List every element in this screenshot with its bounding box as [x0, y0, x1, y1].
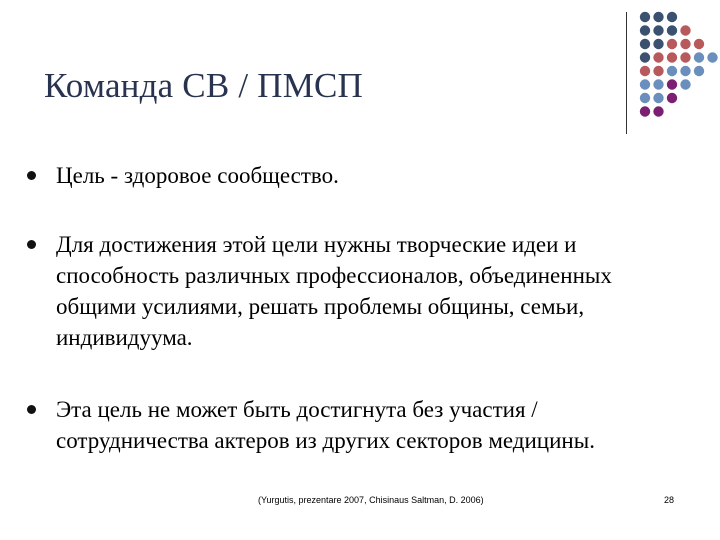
decorative-dot	[653, 66, 663, 76]
decorative-dot	[667, 79, 677, 89]
decorative-dot	[707, 52, 717, 62]
decorative-dot	[640, 66, 650, 76]
decorative-dot	[653, 12, 663, 22]
decorative-dot	[694, 52, 704, 62]
page-number: 28	[664, 495, 675, 505]
decorative-dot	[694, 66, 704, 76]
decorative-dot	[667, 39, 677, 49]
decorative-dot	[694, 39, 704, 49]
decorative-dot	[667, 52, 677, 62]
decorative-dot	[667, 93, 677, 103]
bullet-text: Для достижения этой цели нужны творческие идеи и способность различных профессионалов, объединенных общими усилиями, решать проблемы общины, семьи, индивидуума.	[56, 232, 612, 350]
decorative-dot	[667, 12, 677, 22]
decorative-dot	[680, 25, 690, 35]
decorative-dot	[640, 79, 650, 89]
decorative-dot	[653, 52, 663, 62]
bullet-text: Эта цель не может быть достигнута без участия / сотрудничества актеров из других секторов медицины.	[56, 397, 595, 453]
decorative-dot	[667, 25, 677, 35]
decorative-dot	[640, 39, 650, 49]
decorative-dot	[680, 79, 690, 89]
decorative-vertical-line	[626, 12, 627, 134]
decorative-dot	[640, 12, 650, 22]
decorative-dot	[653, 39, 663, 49]
bullet-marker-icon	[27, 171, 36, 180]
bullet-marker-icon	[27, 405, 36, 414]
bullet-text: Цель - здоровое сообщество.	[56, 163, 339, 188]
decorative-dot	[653, 106, 663, 116]
footer-citation: (Yurgutis, prezentare 2007, Chisinaus Saltman, D. 2006)	[258, 495, 484, 505]
bullet-marker-icon	[27, 240, 36, 249]
decorative-dot	[640, 25, 650, 35]
decorative-dot	[640, 52, 650, 62]
decorative-dot	[667, 66, 677, 76]
decorative-dot	[680, 66, 690, 76]
decorative-dot	[653, 79, 663, 89]
decorative-dot	[640, 106, 650, 116]
decorative-dot	[653, 93, 663, 103]
slide-title: Команда СВ / ПМСП	[44, 66, 364, 105]
decorative-dot	[680, 52, 690, 62]
decorative-dot	[640, 93, 650, 103]
decorative-dot	[680, 39, 690, 49]
decorative-dot	[653, 25, 663, 35]
